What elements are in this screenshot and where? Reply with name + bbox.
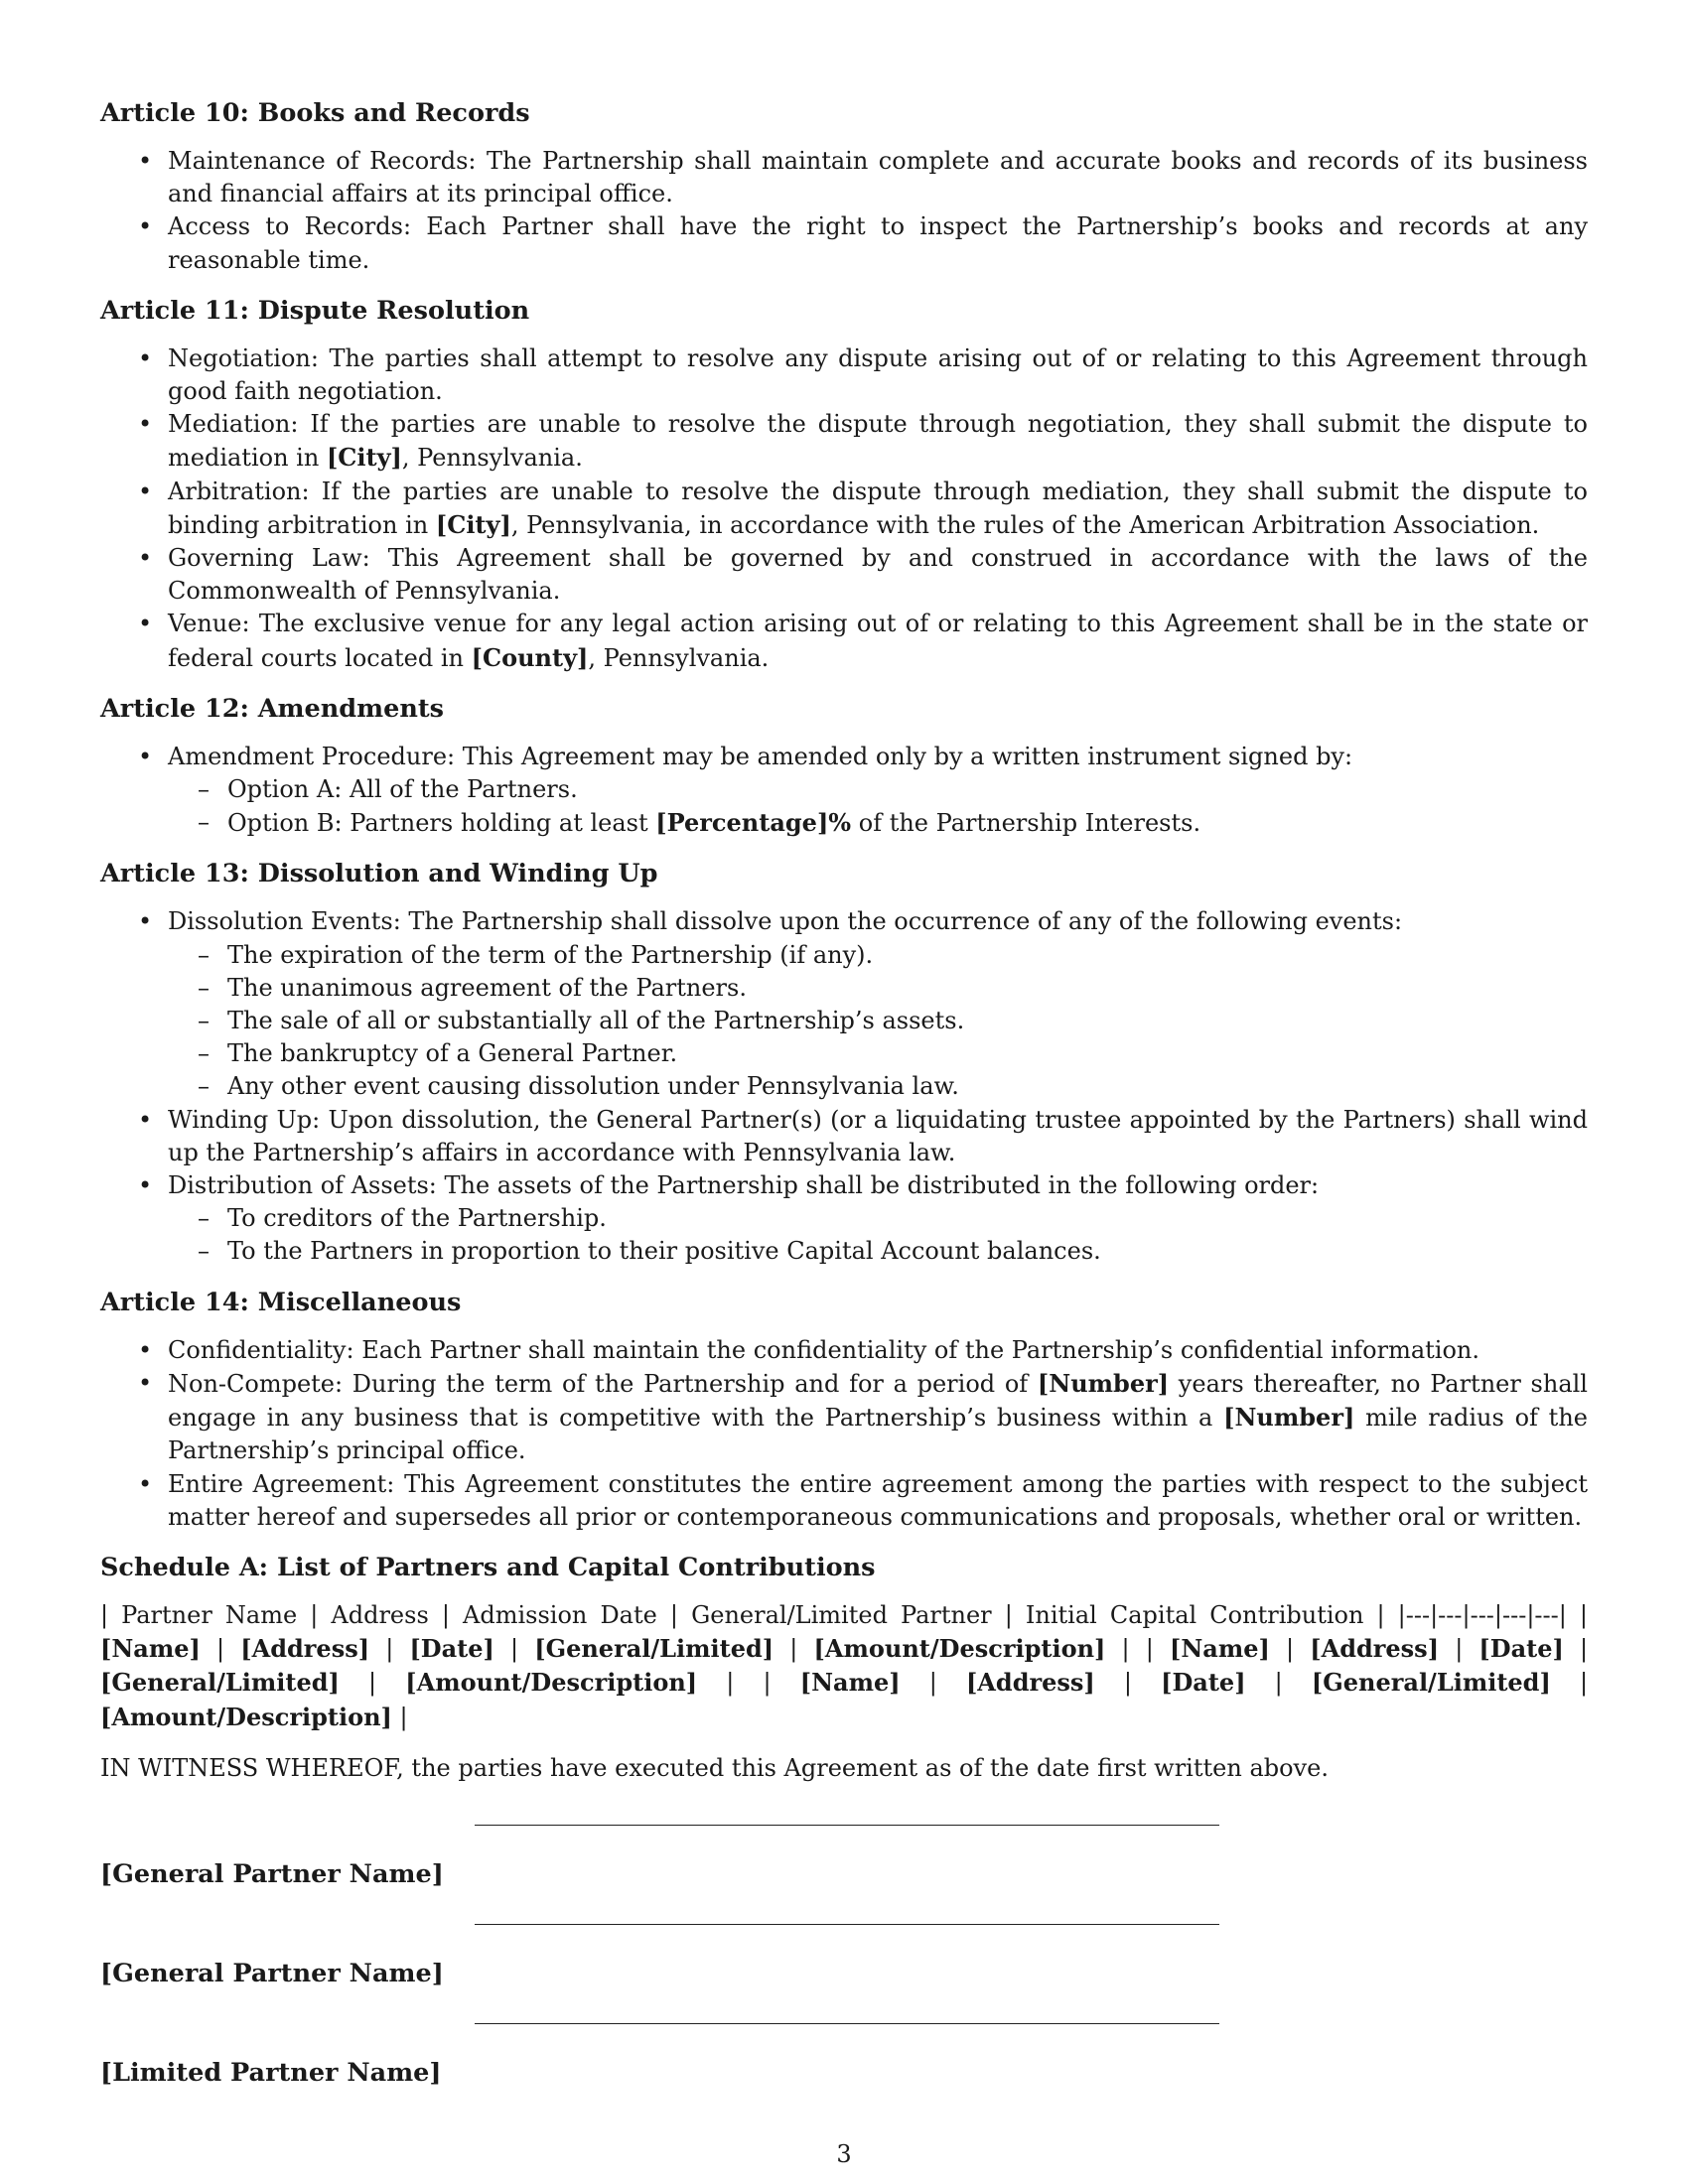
table-cell: [Date] — [1478, 1634, 1564, 1664]
list-item — [100, 1169, 1588, 1269]
cell-separator: | | — [1105, 1635, 1170, 1664]
list-item — [100, 476, 1588, 542]
signature-block — [100, 1825, 1588, 2122]
list-item: • Confidentiality: Each Partner shall maintain the confidentiality of the Partnership’s confidential information. — [100, 1334, 1588, 1367]
table-cell: [Name] — [1169, 1634, 1270, 1664]
table-cell: [Amount/Description] — [405, 1668, 698, 1698]
article-14 — [100, 1287, 1588, 1534]
cell-separator: | — [900, 1669, 966, 1698]
article-10 — [100, 97, 1588, 277]
item-text: mile radius of the Partnership’s principal office. — [168, 1404, 1588, 1465]
article-13 — [100, 858, 1588, 1268]
cell-separator: | — [1550, 1669, 1589, 1698]
list-item — [100, 905, 1588, 1103]
sub-list-item: – The expiration of the term of the Partnership (if any). — [168, 939, 1588, 972]
placeholder-number: [Number] — [1037, 1368, 1170, 1398]
item-text: Venue: The exclusive venue for any legal action arising out of or relating to this Agreement shall be in the state or federal courts located in — [168, 610, 1588, 672]
item-text: Dissolution Events: The Partnership shall dissolve upon the occurrence of any of the following events: — [168, 907, 1403, 936]
page-number: 3 — [836, 2140, 852, 2168]
signature-line — [475, 1924, 1219, 1925]
cell-separator: | — [369, 1635, 410, 1664]
list-item: • Access to Records: Each Partner shall have the right to inspect the Partnership’s books and records at any reasonable time. — [100, 210, 1588, 276]
list-item: • Winding Up: Upon dissolution, the General Partner(s) (or a liquidating trustee appointed by the Partners) shall wind up the Partnership’s affairs in accordance with Pennsylvania law. — [100, 1104, 1588, 1169]
signature-line — [475, 1825, 1219, 1826]
cell-separator: | — [774, 1635, 814, 1664]
list-item — [100, 408, 1588, 475]
table-cell: [Address] — [1310, 1634, 1440, 1664]
signatory-name: [General Partner Name] — [100, 1858, 444, 1889]
cell-separator: | — [493, 1635, 535, 1664]
placeholder-city: [City] — [435, 509, 511, 539]
article-heading: Article 12: Amendments — [100, 693, 445, 724]
list-item — [100, 741, 1588, 841]
cell-separator: | — [200, 1635, 241, 1664]
item-text: Mediation: If the parties are unable to resolve the dispute through negotiation, they shall submit the dispute to mediation in — [168, 410, 1588, 473]
placeholder-percentage: [Percentage]% — [655, 808, 852, 838]
sub-list-item: – The unanimous agreement of the Partners. — [168, 972, 1588, 1005]
table-cell: [Address] — [240, 1634, 370, 1664]
signature-general-partner-2 — [100, 1924, 1588, 2023]
item-text: , Pennsylvania. — [588, 643, 770, 672]
document-page — [100, 97, 1588, 2122]
item-text: , Pennsylvania, in accordance with the rules of the American Arbitration Association. — [510, 510, 1540, 539]
cell-separator: | — [1245, 1669, 1312, 1698]
list-item: • Maintenance of Records: The Partnership shall maintain complete and accurate books and records of its business and financial affairs at its principal office. — [100, 145, 1588, 210]
list-item — [100, 608, 1588, 674]
item-text: years thereafter, no Partner shall engage in any business that is competitive with the Partnership’s business within a — [168, 1369, 1588, 1433]
table-cell: [Date] — [409, 1634, 494, 1664]
item-text: Option B: Partners holding at least — [227, 809, 656, 838]
sub-list-item: – To creditors of the Partnership. — [168, 1202, 1588, 1235]
cell-separator: | | — [697, 1669, 800, 1698]
article-heading: Article 13: Dissolution and Winding Up — [100, 859, 658, 889]
placeholder-county: [County] — [471, 642, 589, 672]
signature-general-partner-1 — [100, 1825, 1588, 1924]
witness-clause: IN WITNESS WHEREOF, the parties have executed this Agreement as of the date first written above. — [100, 1753, 1329, 1782]
article-heading: Article 14: Miscellaneous — [100, 1287, 462, 1317]
list-item — [100, 1367, 1588, 1468]
article-11 — [100, 295, 1588, 675]
table-cell: [General/Limited] — [1311, 1668, 1551, 1698]
placeholder-number: [Number] — [1223, 1403, 1355, 1433]
table-cell: [Amount/Description] — [100, 1702, 392, 1731]
cell-separator: | — [1563, 1635, 1589, 1664]
item-text: , Pennsylvania. — [401, 444, 583, 473]
schedule-a — [100, 1552, 1588, 1734]
item-text: Arbitration: If the parties are unable to resolve the dispute through mediation, they shall submit the dispute to binding arbitration in — [168, 477, 1588, 539]
sub-list-item: – Any other event causing dissolution under Pennsylvania law. — [168, 1070, 1588, 1103]
signature-limited-partner — [100, 2023, 1588, 2122]
item-text: Amendment Procedure: This Agreement may be amended only by a written instrument signed by: — [168, 742, 1353, 770]
item-text: of the Partnership Interests. — [851, 809, 1201, 838]
article-12 — [100, 693, 1588, 841]
sub-list-item: – To the Partners in proportion to their positive Capital Account balances. — [168, 1235, 1588, 1268]
cell-separator: | — [1439, 1635, 1479, 1664]
sub-list-item: – Option A: All of the Partners. — [168, 773, 1588, 806]
table-cell: [General/Limited] — [534, 1634, 774, 1664]
item-text: Distribution of Assets: The assets of the Partnership shall be distributed in the following order: — [168, 1171, 1320, 1200]
placeholder-city: [City] — [326, 443, 402, 473]
article-heading: Article 10: Books and Records — [100, 98, 530, 128]
table-header-text: | Partner Name | Address | Admission Date | General/Limited Partner | Initial Capital Contribution | |---|---|---|---|---| | — [100, 1600, 1588, 1629]
sub-list-item: – The sale of all or substantially all of the Partnership’s assets. — [168, 1005, 1588, 1037]
signatory-name: [Limited Partner Name] — [100, 2057, 442, 2088]
cell-separator: | — [1094, 1669, 1162, 1698]
signature-line — [475, 2023, 1219, 2024]
schedule-table-text — [100, 1599, 1588, 1734]
item-text: Non-Compete: During the term of the Partnership and for a period of — [168, 1369, 1038, 1398]
table-cell: [Date] — [1161, 1668, 1246, 1698]
table-rows — [100, 1635, 1588, 1730]
list-item: • Entire Agreement: This Agreement constitutes the entire agreement among the parties with respect to the subject matter hereof and supersedes all prior or contemporaneous communications and proposals, whether oral or written. — [100, 1468, 1588, 1534]
signatory-name: [General Partner Name] — [100, 1958, 444, 1988]
table-cell: [General/Limited] — [100, 1668, 340, 1698]
sub-list-item — [168, 806, 1588, 840]
schedule-heading: Schedule A: List of Partners and Capital Contributions — [100, 1552, 876, 1582]
table-cell: [Name] — [100, 1634, 201, 1664]
cell-separator: | — [391, 1703, 408, 1731]
table-cell: [Name] — [799, 1668, 901, 1698]
table-cell: [Amount/Description] — [813, 1634, 1106, 1664]
cell-separator: | — [1269, 1635, 1311, 1664]
cell-separator: | — [339, 1669, 406, 1698]
list-item: • Negotiation: The parties shall attempt to resolve any dispute arising out of or relating to this Agreement through good faith negotiation. — [100, 342, 1588, 408]
article-heading: Article 11: Dispute Resolution — [100, 295, 530, 326]
table-cell: [Address] — [965, 1668, 1095, 1698]
sub-list-item: – The bankruptcy of a General Partner. — [168, 1037, 1588, 1070]
list-item: • Governing Law: This Agreement shall be governed by and construed in accordance with the laws of the Commonwealth of Pennsylvania. — [100, 542, 1588, 608]
